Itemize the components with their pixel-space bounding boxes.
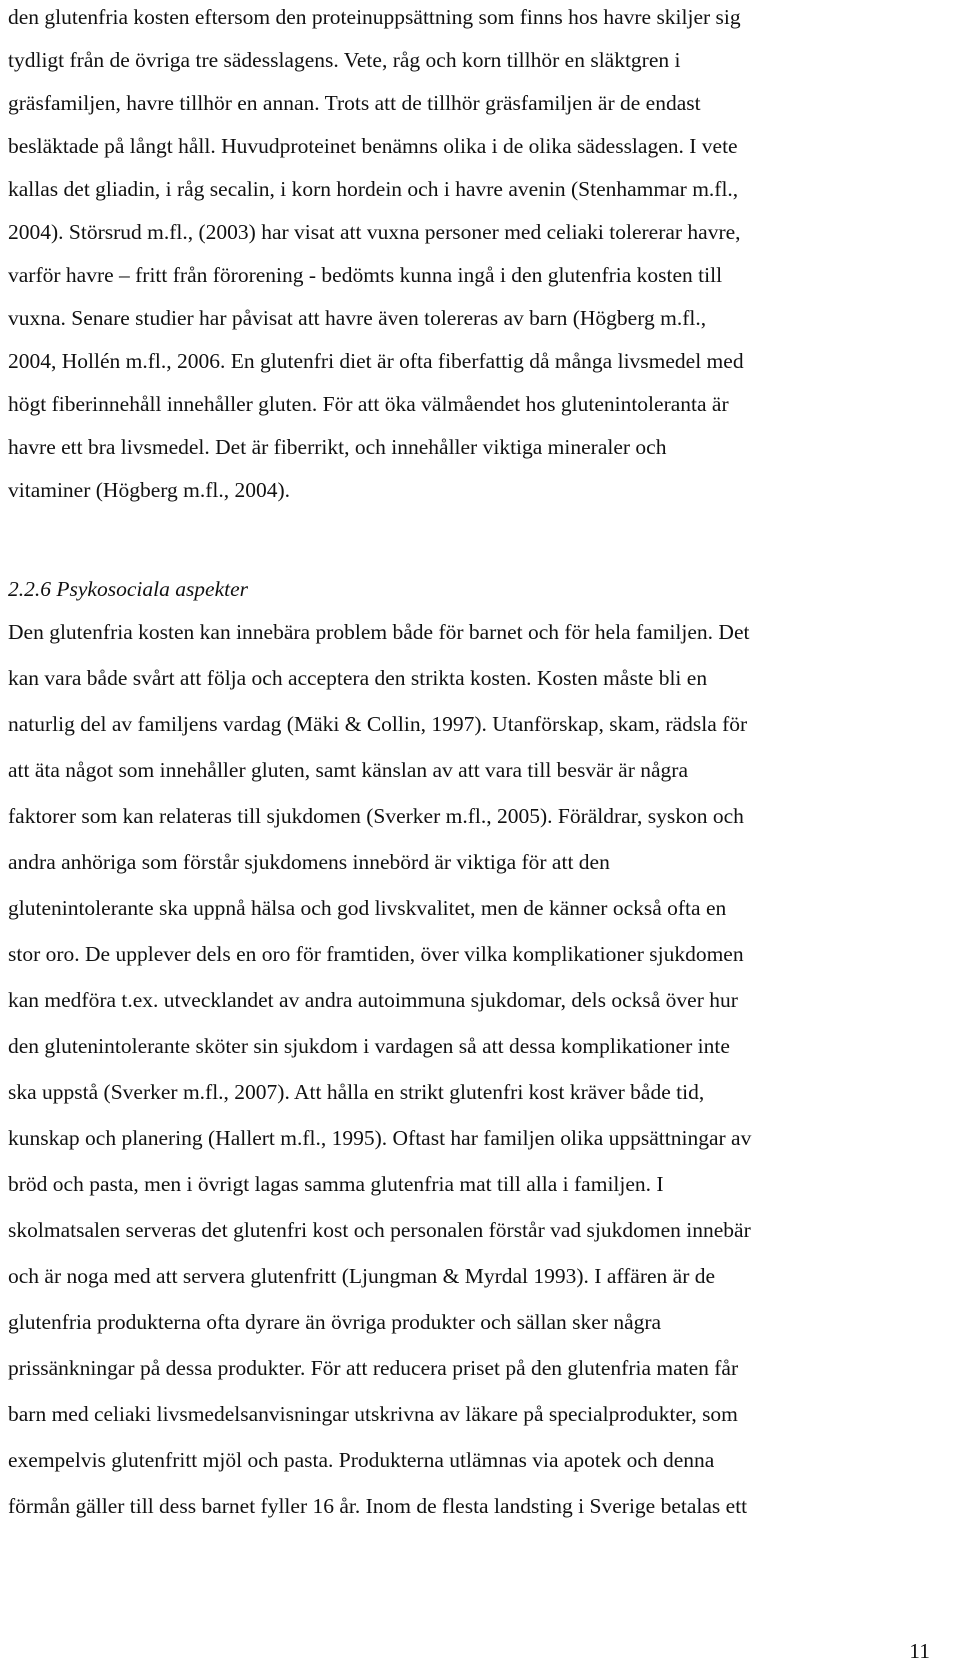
text-line: kunskap och planering (Hallert m.fl., 1995). Oftast har familjen olika uppsättningar av (8, 1126, 752, 1150)
text-line: ska uppstå (Sverker m.fl., 2007). Att hålla en strikt glutenfri kost kräver både tid, (8, 1080, 705, 1104)
text-line: att äta något som innehåller gluten, samt känslan av att vara till besvär är några (8, 758, 688, 782)
text-line: havre ett bra livsmedel. Det är fiberrikt, och innehåller viktiga mineraler och (8, 435, 667, 459)
text-line: kan vara både svårt att följa och acceptera den strikta kosten. Kosten måste bli en (8, 666, 708, 690)
text-line: exempelvis glutenfritt mjöl och pasta. Produkterna utlämnas via apotek och denna (8, 1448, 715, 1472)
text-line: besläktade på långt håll. Huvudproteinet benämns olika i de olika sädesslagen. I vete (8, 134, 738, 158)
text-line: 2004). Störsrud m.fl., (2003) har visat att vuxna personer med celiaki tolererar havre, (8, 220, 741, 244)
text-line: prissänkningar på dessa produkter. För att reducera priset på den glutenfria maten får (8, 1356, 739, 1380)
text-line: den glutenfria kosten eftersom den proteinuppsättning som finns hos havre skiljer sig (8, 5, 741, 29)
text-line: 2004, Hollén m.fl., 2006. En glutenfri diet är ofta fiberfattig då många livsmedel med (8, 349, 744, 373)
text-line: kallas det gliadin, i råg secalin, i korn hordein och i havre avenin (Stenhammar m.fl., (8, 177, 739, 201)
text-line: högt fiberinnehåll innehåller gluten. För att öka välmåendet hos glutenintoleranta är (8, 392, 729, 416)
text-line: faktorer som kan relateras till sjukdomen (Sverker m.fl., 2005). Föräldrar, syskon och (8, 804, 744, 828)
text-line: naturlig del av familjens vardag (Mäki & Collin, 1997). Utanförskap, skam, rädsla för (8, 712, 748, 736)
page-number: 11 (909, 1639, 930, 1663)
text-line: glutenfria produkterna ofta dyrare än övriga produkter och sällan sker några (8, 1310, 662, 1334)
text-line: och är noga med att servera glutenfritt (Ljungman & Myrdal 1993). I affären är de (8, 1264, 716, 1288)
text-line: barn med celiaki livsmedelsanvisningar utskrivna av läkare på specialprodukter, som (8, 1402, 738, 1426)
text-line: förmån gäller till dess barnet fyller 16 år. Inom de flesta landsting i Sverige betalas ett (8, 1494, 748, 1518)
text-line: vitaminer (Högberg m.fl., 2004). (8, 478, 291, 502)
text-line: vuxna. Senare studier har påvisat att havre även tolereras av barn (Högberg m.fl., (8, 306, 707, 330)
text-line: den glutenintolerante sköter sin sjukdom i vardagen så att dessa komplikationer inte (8, 1034, 730, 1058)
text-line: Den glutenfria kosten kan innebära problem både för barnet och för hela familjen. Det (8, 620, 750, 644)
text-line: glutenintolerante ska uppnå hälsa och god livskvalitet, men de känner också ofta en (8, 896, 727, 920)
text-line: bröd och pasta, men i övrigt lagas samma glutenfria mat till alla i familjen. I (8, 1172, 664, 1196)
text-line: kan medföra t.ex. utvecklandet av andra autoimmuna sjukdomar, dels också över hur (8, 988, 738, 1012)
text-line: andra anhöriga som förstår sjukdomens innebörd är viktiga för att den (8, 850, 610, 874)
text-line: stor oro. De upplever dels en oro för framtiden, över vilka komplikationer sjukdomen (8, 942, 744, 966)
text-line: tydligt från de övriga tre sädesslagens. Vete, råg och korn tillhör en släktgren i (8, 48, 681, 72)
text-line: varför havre – fritt från förorening - bedömts kunna ingå i den glutenfria kosten till (8, 263, 723, 287)
text-line: gräsfamiljen, havre tillhör en annan. Trots att de tillhör gräsfamiljen är de endast (8, 91, 701, 115)
section-heading: 2.2.6 Psykosociala aspekter (8, 577, 249, 601)
text-line: skolmatsalen serveras det glutenfri kost och personalen förstår vad sjukdomen innebär (8, 1218, 751, 1242)
